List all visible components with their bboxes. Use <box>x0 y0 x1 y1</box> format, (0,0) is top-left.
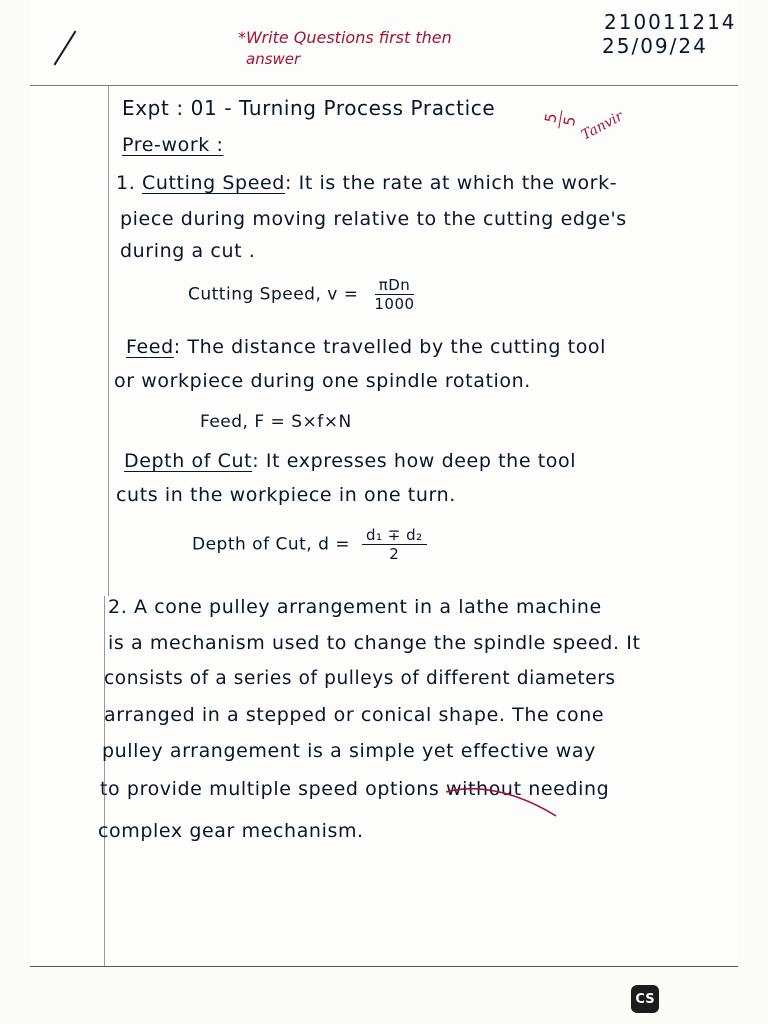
grader-signature: Tanvir <box>578 108 626 144</box>
question2-line4: arranged in a stepped or conical shape. The cone <box>104 704 605 726</box>
footer-rule <box>30 966 738 967</box>
cutting-speed-line1 <box>116 172 617 194</box>
feed-formula: Feed, F = S×f×N <box>200 412 352 432</box>
student-id: 210011214 <box>604 10 737 34</box>
question2-line3: consists of a series of pulleys of different diameters <box>104 668 616 689</box>
cutting-speed-line3: during a cut . <box>120 240 256 262</box>
cutting-speed-formula <box>188 276 419 313</box>
question2-line6: to provide multiple speed options without needing <box>100 778 610 800</box>
depth-of-cut-formula <box>192 526 427 563</box>
instruction-note-line1: *Write Questions first then <box>238 28 452 47</box>
cutting-speed-text1: : It is the rate at which the work- <box>284 172 618 194</box>
grade-score: 5 <box>541 108 563 129</box>
feed-term: Feed <box>126 336 174 358</box>
question2-line1: 2. A cone pulley arrangement in a lathe machine <box>108 596 602 618</box>
depth-of-cut-line2: cuts in the workpiece in one turn. <box>116 484 456 506</box>
formula-numerator: d₁ ∓ d₂ <box>362 526 427 545</box>
margin-line <box>108 86 109 596</box>
underline-stroke <box>444 782 564 822</box>
depth-of-cut-term: Depth of Cut <box>124 450 253 472</box>
question2-line7: complex gear mechanism. <box>98 820 364 842</box>
prework-heading: Pre-work : <box>122 134 224 156</box>
depth-of-cut-line1 <box>124 450 576 472</box>
question2-line5: pulley arrangement is a simple yet effective way <box>102 740 596 762</box>
formula-denominator: 2 <box>389 545 400 563</box>
camscanner-logo: CS <box>631 985 659 1013</box>
formula-numerator: πDn <box>375 276 415 295</box>
date: 25/09/24 <box>602 34 708 58</box>
grade-out-of: 5 <box>559 114 580 128</box>
item-number: 1. <box>116 172 136 194</box>
cutting-speed-term: Cutting Speed <box>141 172 285 194</box>
feed-line1 <box>126 336 606 358</box>
instruction-note-line2: answer <box>246 50 301 68</box>
feed-line2: or workpiece during one spindle rotation. <box>114 370 531 392</box>
header-rule <box>30 85 738 86</box>
formula-denominator: 1000 <box>374 295 415 313</box>
formula-lhs: Depth of Cut, d = <box>192 534 351 555</box>
feed-text1: : The distance travelled by the cutting tool <box>173 336 607 358</box>
formula-lhs: Cutting Speed, v = <box>188 284 359 305</box>
depth-of-cut-text1: : It expresses how deep the tool <box>252 450 577 472</box>
question2-line2: is a mechanism used to change the spindle speed. It <box>108 632 641 654</box>
cutting-speed-line2: piece during moving relative to the cutting edge's <box>120 208 627 230</box>
experiment-title: Expt : 01 - Turning Process Practice <box>122 96 496 120</box>
